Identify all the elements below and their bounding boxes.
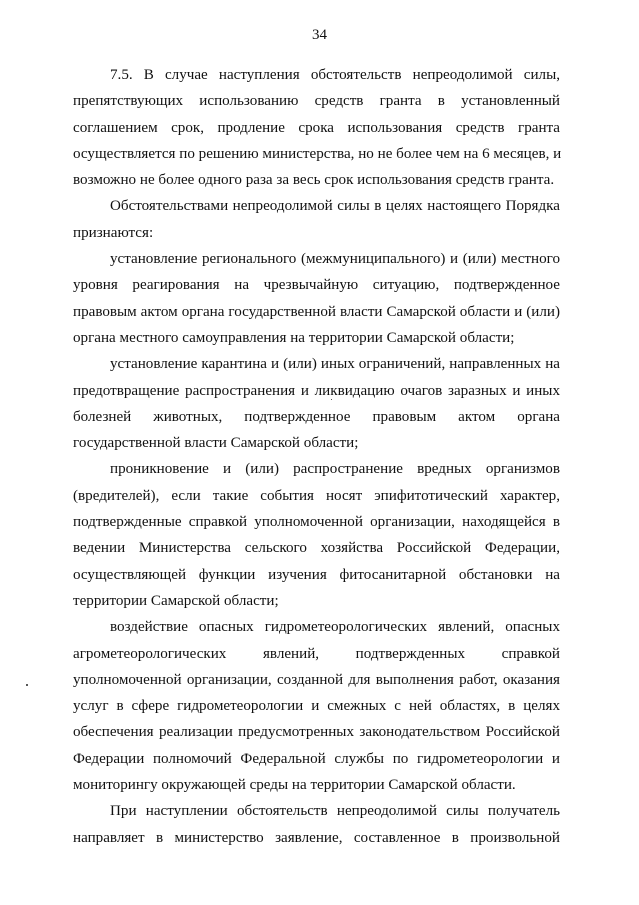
paragraph-pests: [73, 456, 560, 614]
text-line: обеспечения реализации предусмотренных законодательством Российской: [73, 724, 560, 741]
text-line: воздействие опасных гидрометеорологических явлений, опасных: [110, 619, 560, 636]
text-line: государственной власти Самарской области;: [73, 435, 359, 452]
text-line: агрометеорологических явлений, подтвержденных справкой: [73, 645, 560, 662]
text-line: Федерации полномочий Федеральной службы по гидрометеорологии и: [73, 750, 560, 767]
paragraph-hydrometeorology: [73, 614, 560, 798]
text-line: органа местного самоуправления на территории Самарской области;: [73, 329, 515, 346]
text-line: уполномоченной организации, созданной для выполнения работ, оказания: [73, 671, 560, 688]
scan-speck: [331, 399, 332, 400]
page-number: 34: [312, 27, 327, 43]
text-line: уровня реагирования на чрезвычайную ситуацию, подтвержденное: [73, 277, 560, 294]
document-body: [73, 62, 560, 851]
text-line: проникновение и (или) распространение вредных организмов: [110, 461, 560, 478]
text-line: 7.5. В случае наступления обстоятельств непреодолимой силы,: [110, 67, 560, 83]
text-line: предотвращение распространения и ликвидацию очагов заразных и иных: [73, 382, 560, 399]
text-line: соглашением срок, продление срока использования средств гранта: [73, 119, 560, 136]
text-line: установление карантина и (или) иных ограничений, направленных на: [110, 356, 560, 373]
scan-speck: [26, 684, 28, 686]
text-line: подтвержденные справкой уполномоченной организации, находящейся в: [73, 514, 560, 531]
text-line: установление регионального (межмуниципального) и (или) местного: [110, 251, 560, 268]
paragraph-recipient-notice: [73, 798, 560, 851]
text-line: возможно не более одного раза за весь срок использования средств гранта.: [73, 172, 555, 189]
text-line: мониторингу окружающей среды на территории Самарской области.: [73, 777, 516, 794]
text-line: ведении Министерства сельского хозяйства Российской Федерации,: [73, 540, 560, 557]
paragraph-7-5: [73, 62, 560, 193]
paragraph-emergency-level: [73, 246, 560, 351]
text-line: территории Самарской области;: [73, 592, 279, 609]
paragraph-quarantine: [73, 351, 560, 456]
text-line: (вредителей), если такие события носят эпифитотический характер,: [73, 487, 560, 504]
text-line: признаются:: [73, 224, 154, 241]
text-line: При наступлении обстоятельств непреодолимой силы получатель: [110, 803, 560, 820]
text-line: Обстоятельствами непреодолимой силы в целях настоящего Порядка: [110, 198, 560, 215]
text-line: осуществляется по решению министерства, но не более чем на 6 месяцев, и: [73, 145, 562, 162]
text-line: правовым актом органа государственной власти Самарской области и (или): [73, 303, 560, 320]
paragraph-force-majeure-intro: [73, 193, 560, 246]
text-line: услуг в сфере гидрометеорологии и смежных с ней областях, в целях: [73, 698, 560, 715]
text-line: болезней животных, подтвержденное правовым актом органа: [73, 408, 560, 425]
text-line: направляет в министерство заявление, составленное в произвольной: [73, 829, 560, 846]
text-line: препятствующих использованию средств гранта в установленный: [73, 93, 560, 110]
text-line: осуществляющей функции изучения фитосанитарной обстановки на: [73, 566, 560, 583]
